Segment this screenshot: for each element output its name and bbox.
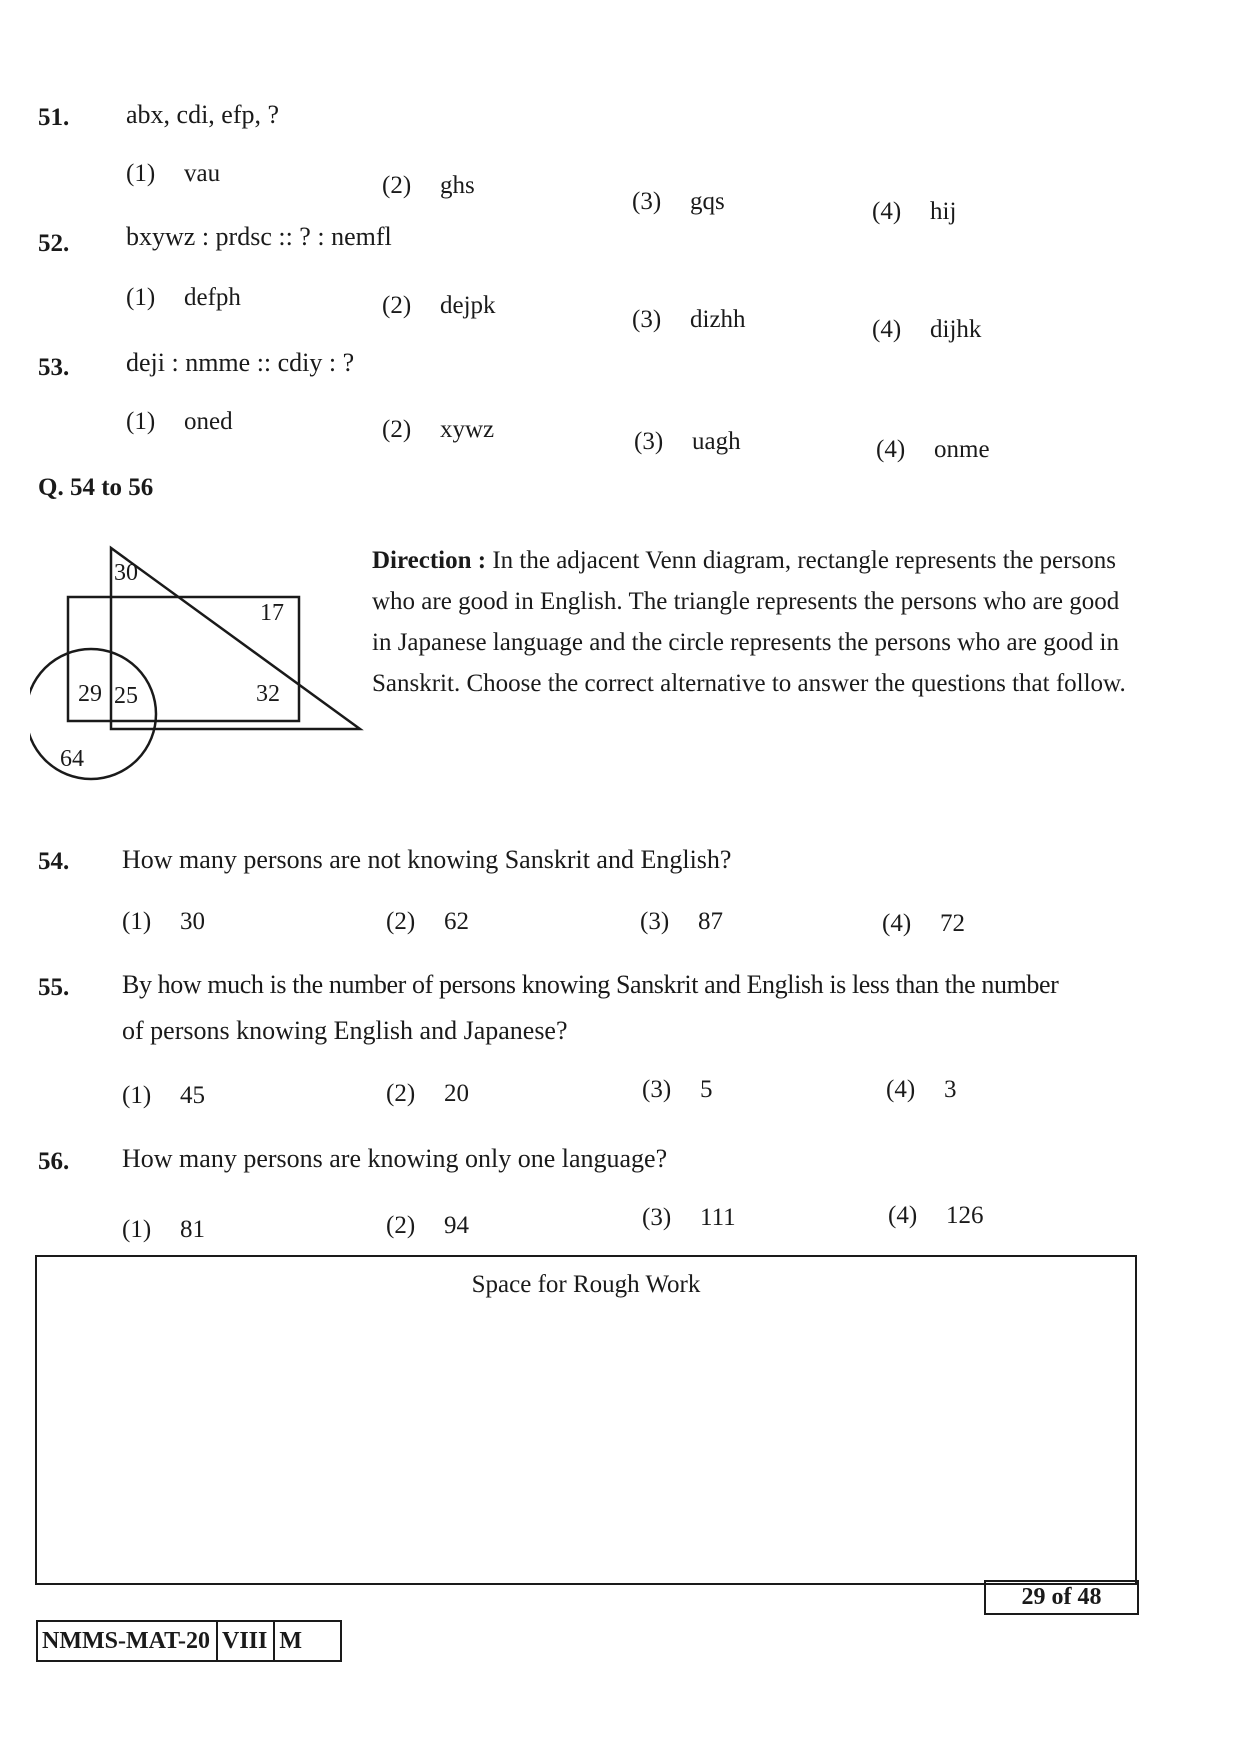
- direction-text: In the adjacent Venn diagram, rectangle represents the persons who are good in English. The triangle represents the persons who are good in Japanese language and the circle represents the persons who are good in Sanskrit. Choose the correct alternative to answer the questions that follow.: [372, 547, 1126, 697]
- question-53-option-2[interactable]: (2) xywz: [382, 416, 495, 443]
- question-54-text: How many persons are not knowing Sanskrit and English?: [122, 845, 732, 874]
- question-51-number: 51.: [38, 104, 70, 131]
- question-51-option-2[interactable]: (2) ghs: [382, 172, 475, 199]
- venn-value-29: 29: [78, 681, 102, 707]
- rough-work-title: Space for Rough Work: [471, 1271, 701, 1298]
- venn-value-17: 17: [260, 600, 284, 626]
- question-51-option-1[interactable]: (1) vau: [126, 160, 221, 187]
- question-55-option-2[interactable]: (2) 20: [386, 1080, 469, 1107]
- question-56-option-2[interactable]: (2) 94: [386, 1212, 469, 1239]
- question-53-option-3[interactable]: (3) uagh: [634, 428, 741, 455]
- venn-value-30: 30: [114, 560, 138, 586]
- question-54-option-2[interactable]: (2) 62: [386, 908, 469, 935]
- question-51-option-3[interactable]: (3) gqs: [632, 188, 725, 215]
- question-55-option-1[interactable]: (1) 45: [122, 1082, 205, 1109]
- footer-code-box: [36, 1620, 342, 1662]
- footer-exam-code: NMMS-MAT-20: [38, 1622, 218, 1660]
- question-56-number: 56.: [38, 1148, 70, 1175]
- question-52-number: 52.: [38, 230, 70, 257]
- question-52-option-1[interactable]: (1) defph: [126, 284, 241, 311]
- question-55-option-4[interactable]: (4) 3: [886, 1076, 957, 1103]
- question-54-option-4[interactable]: (4) 72: [882, 910, 965, 937]
- question-53-text: deji : nmme :: cdiy : ?: [126, 348, 355, 377]
- question-52-option-4[interactable]: (4) dijhk: [872, 316, 982, 343]
- venn-circle-sanskrit: [30, 649, 156, 779]
- venn-value-25: 25: [114, 683, 138, 709]
- page-number: 29 of 48: [984, 1580, 1139, 1615]
- question-56-option-3[interactable]: (3) 111: [642, 1204, 736, 1231]
- question-52-text: bxywz : prdsc :: ? : nemfl: [126, 222, 392, 251]
- venn-value-64: 64: [60, 746, 84, 772]
- footer-set: M: [279, 1628, 302, 1654]
- question-52-option-3[interactable]: (3) dizhh: [632, 306, 746, 333]
- question-53-option-4[interactable]: (4) onme: [876, 436, 990, 463]
- venn-diagram: [30, 540, 370, 790]
- venn-triangle-japanese: [111, 548, 360, 729]
- question-55-text-line2: of persons knowing English and Japanese?: [122, 1016, 568, 1045]
- question-53-number: 53.: [38, 354, 70, 381]
- question-56-option-4[interactable]: (4) 126: [888, 1202, 984, 1229]
- question-54-number: 54.: [38, 848, 70, 875]
- question-55-number: 55.: [38, 974, 70, 1001]
- question-52-option-2[interactable]: (2) dejpk: [382, 292, 496, 319]
- venn-value-32: 32: [256, 681, 280, 707]
- direction-label: Direction :: [372, 547, 487, 574]
- question-51-option-4[interactable]: (4) hij: [872, 198, 957, 225]
- question-54-option-1[interactable]: (1) 30: [122, 908, 205, 935]
- direction-paragraph: [372, 540, 1134, 704]
- question-55-option-3[interactable]: (3) 5: [642, 1076, 713, 1103]
- question-56-option-1[interactable]: (1) 81: [122, 1216, 205, 1243]
- question-51-text: abx, cdi, efp, ?: [126, 100, 280, 129]
- question-group-heading: Q. 54 to 56: [38, 474, 154, 501]
- footer-class: VIII: [218, 1622, 275, 1660]
- question-56-text: How many persons are knowing only one language?: [122, 1144, 668, 1173]
- question-55-text-line1: By how much is the number of persons knowing Sanskrit and English is less than the number: [122, 970, 1059, 999]
- question-54-option-3[interactable]: (3) 87: [640, 908, 723, 935]
- rough-work-box: [35, 1255, 1137, 1585]
- question-53-option-1[interactable]: (1) oned: [126, 408, 233, 435]
